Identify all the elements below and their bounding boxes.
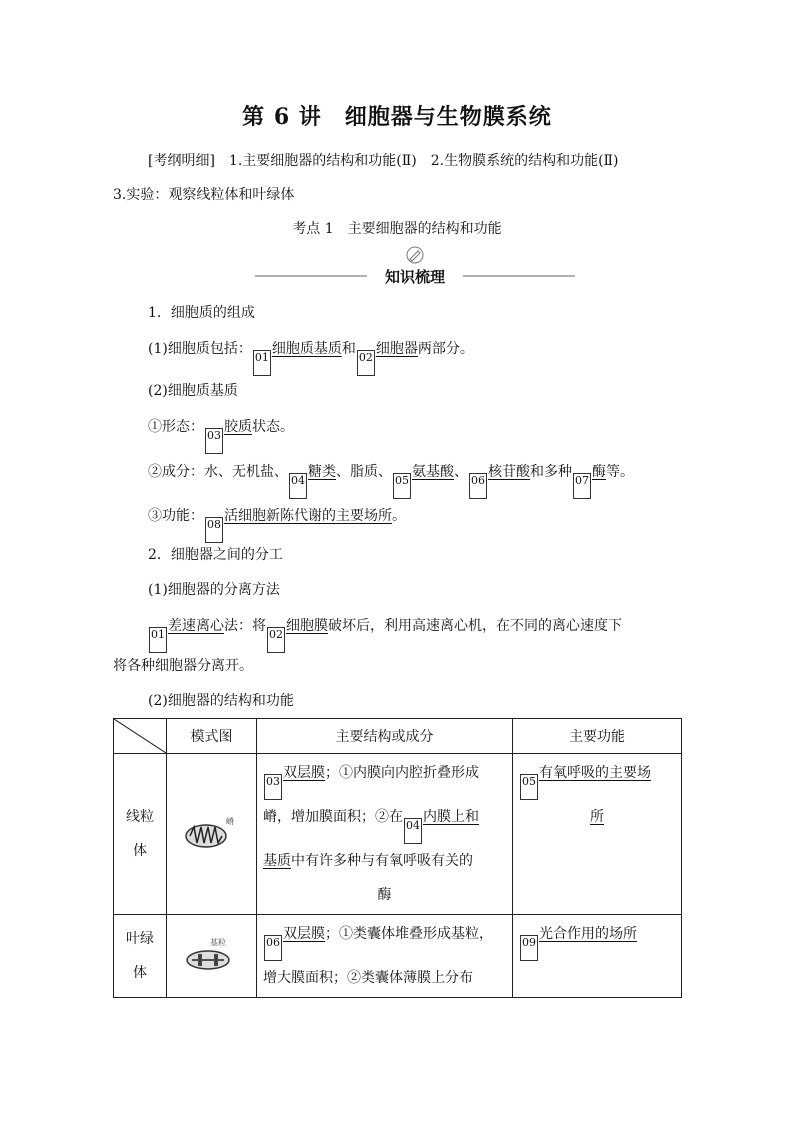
text-line <box>263 800 506 844</box>
structure-text <box>257 754 512 914</box>
s2-line-2 <box>148 615 622 653</box>
answer: 光合作用的场所 <box>539 926 637 942</box>
blank-06: 06 <box>264 935 282 961</box>
answer: 差速离心 <box>168 618 224 634</box>
text: ②成分：水、无机盐、 <box>148 464 288 480</box>
page-title: 第 6 讲 细胞器与生物膜系统 <box>242 104 552 130</box>
table-row <box>114 754 682 915</box>
s1-line-5 <box>148 505 406 543</box>
text-line: 增大膜面积；②类囊体薄膜上分布 <box>263 970 473 986</box>
text: 两部分。 <box>417 341 474 357</box>
knowledge-divider <box>255 244 575 286</box>
text: 嵴，增加膜面积；②在 <box>263 809 403 825</box>
mitochondria-function <box>513 754 682 915</box>
chloroplast-function <box>513 915 682 998</box>
knowledge-label: 知识梳理 <box>384 268 445 286</box>
text-line <box>263 844 506 878</box>
s2-line-1: (1)细胞器的分离方法 <box>148 582 280 598</box>
text-line <box>519 756 675 800</box>
text: 、脂质、 <box>336 464 392 480</box>
section-2-heading: 2．细胞器之间的分工 <box>148 547 283 563</box>
s1-line-2: (2)细胞质基质 <box>148 383 238 399</box>
text: 状态。 <box>252 419 294 435</box>
header-diagram: 模式图 <box>167 719 257 754</box>
header-function: 主要功能 <box>513 719 682 754</box>
text: (1)细胞质包括： <box>148 341 252 357</box>
blank-07: 07 <box>573 473 591 499</box>
text: ；①类囊体堆叠形成基粒， <box>325 926 493 942</box>
name-line: 体 <box>133 965 147 981</box>
blank-08: 08 <box>205 517 223 543</box>
blank-04: 04 <box>289 473 307 499</box>
s2-line-3: 将各种细胞器分离开。 <box>113 658 253 674</box>
blank-06: 06 <box>469 473 487 499</box>
text: 破坏后，利用高速离心机，在不同的离心速度下 <box>328 618 622 634</box>
blank-02: 02 <box>357 350 375 376</box>
answer: 内膜上和 <box>423 809 479 825</box>
blank-05: 05 <box>520 774 538 800</box>
answer: 酶 <box>592 464 606 480</box>
answer: 糖类 <box>308 464 336 480</box>
cristae-label: 嵴 <box>225 817 234 826</box>
answer: 胶质 <box>224 419 252 435</box>
text-line <box>519 800 675 834</box>
blank-02: 02 <box>267 627 285 653</box>
table-row <box>114 915 682 998</box>
answer: 核苷酸 <box>488 464 530 480</box>
name-line: 叶绿 <box>126 931 154 947</box>
organelle-name-mitochondria <box>114 754 167 915</box>
text-line <box>263 917 506 961</box>
function-text <box>513 915 681 963</box>
grana-label: 基粒 <box>209 938 226 947</box>
answer: 双层膜 <box>283 926 325 942</box>
text: 和 <box>341 341 356 357</box>
answer: 细胞膜 <box>286 618 328 634</box>
chloroplast-image <box>182 934 242 974</box>
mitochondria-structure <box>257 754 513 915</box>
text-line <box>519 917 675 961</box>
text: 法：将 <box>224 618 266 634</box>
table-header-row <box>114 719 682 754</box>
diagonal-cell <box>114 719 167 754</box>
answer: 细胞质基质 <box>271 341 342 357</box>
text: 、 <box>454 464 468 480</box>
section-1-heading: 1．细胞质的组成 <box>148 305 255 321</box>
answer: 所 <box>590 809 604 825</box>
pen-icon <box>407 247 423 263</box>
text: 等。 <box>606 464 634 480</box>
point-title: 考点 1 主要细胞器的结构和功能 <box>292 221 502 237</box>
answer: 基质 <box>263 853 291 869</box>
s2-line-4: (2)细胞器的结构和功能 <box>148 693 294 709</box>
answer: 有氧呼吸的主要场 <box>539 765 651 781</box>
structure-text <box>257 915 512 997</box>
blank-01: 01 <box>149 627 167 653</box>
s1-line-3 <box>148 416 294 454</box>
name-line: 线粒 <box>126 809 154 825</box>
chloroplast-structure <box>257 915 513 998</box>
answer: 双层膜 <box>283 765 325 781</box>
organelle-name-chloroplast <box>114 915 167 998</box>
text: ；①内膜向内腔折叠形成 <box>325 765 479 781</box>
text: 中有许多种与有氧呼吸有关的 <box>291 853 473 869</box>
blank-03: 03 <box>264 774 282 800</box>
syllabus-outline: [考纲明细] 1.主要细胞器的结构和功能(Ⅱ) 2.生物膜系统的结构和功能(Ⅱ) <box>148 153 619 169</box>
blank-09: 09 <box>520 935 538 961</box>
answer: 氨基酸 <box>412 464 454 480</box>
blank-05: 05 <box>393 473 411 499</box>
diagonal-line <box>114 719 166 753</box>
s1-line-1 <box>148 338 474 376</box>
syllabus-outline-cont: 3.实验：观察线粒体和叶绿体 <box>113 187 295 203</box>
function-text <box>513 754 681 836</box>
header-structure: 主要结构或成分 <box>257 719 513 754</box>
mitochondria-image <box>182 812 242 852</box>
text-line <box>263 756 506 800</box>
mitochondria-diagram <box>167 754 257 915</box>
text: ①形态： <box>148 419 204 435</box>
s1-line-4 <box>148 461 634 499</box>
text-line: 酶 <box>377 887 392 903</box>
text: 和多种 <box>530 464 572 480</box>
answer: 活细胞新陈代谢的主要场所 <box>224 508 392 524</box>
blank-04: 04 <box>404 818 422 844</box>
organelle-table <box>113 718 682 998</box>
chloroplast-diagram <box>167 915 257 998</box>
blank-03: 03 <box>205 428 223 454</box>
answer: 细胞器 <box>375 341 418 357</box>
text: 。 <box>392 508 406 524</box>
text: ③功能： <box>148 508 204 524</box>
blank-01: 01 <box>253 350 271 376</box>
name-line: 体 <box>133 843 147 859</box>
